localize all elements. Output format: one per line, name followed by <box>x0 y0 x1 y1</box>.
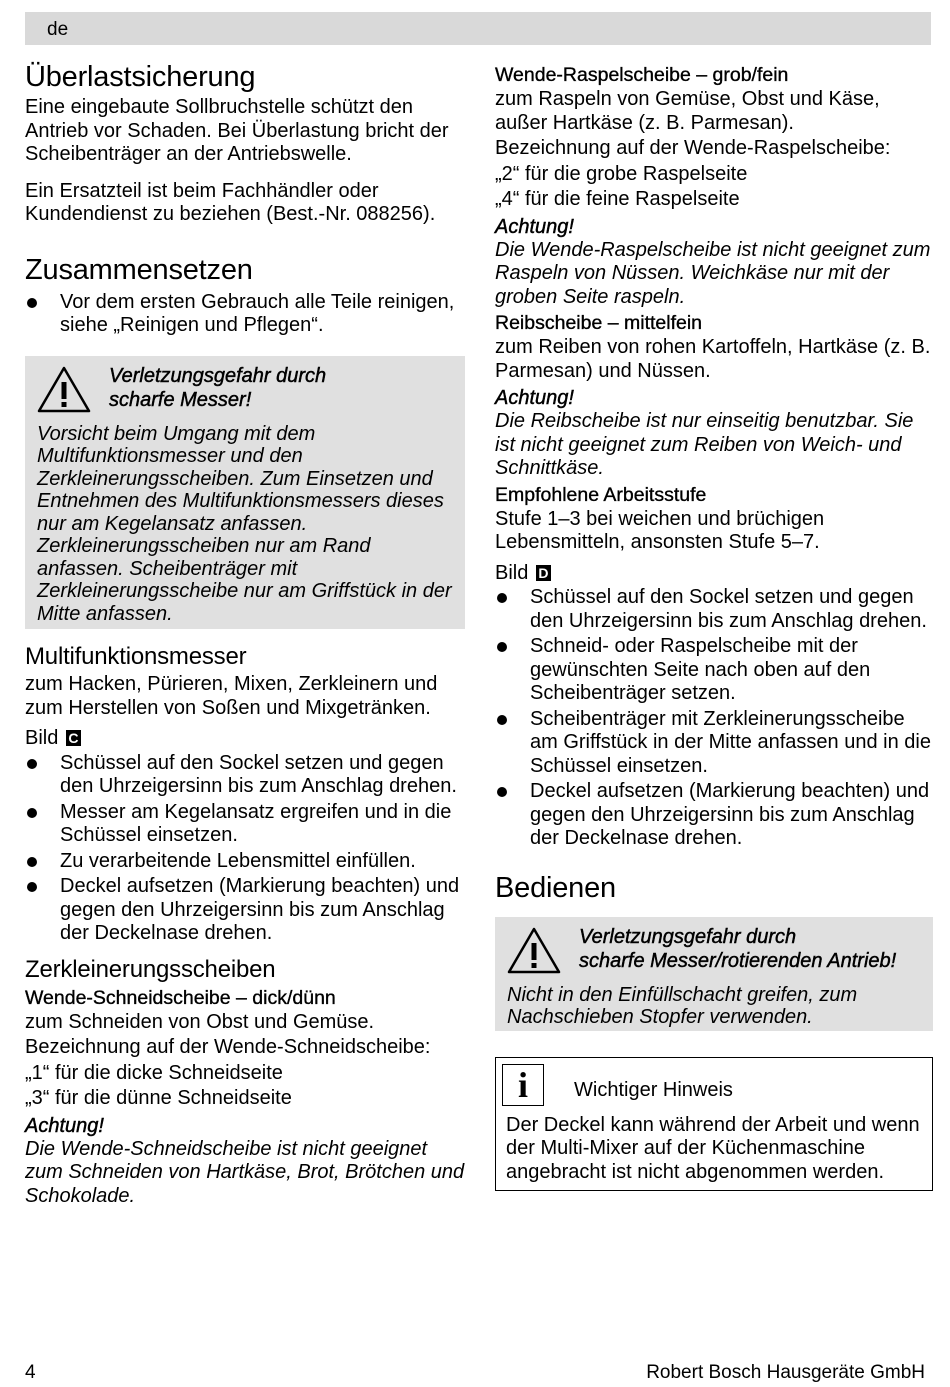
paragraph: Bezeichnung auf der Wende-Raspelscheibe: <box>495 137 891 159</box>
paragraph: Ein Ersatzteil ist beim Fachhändler oder Kundendienst zu beziehen (Best.-Nr. 088256). <box>25 179 436 225</box>
warning-box <box>495 917 933 1031</box>
subheading: Reibscheibe – mittelfein <box>495 312 703 334</box>
bullet-list <box>495 586 933 851</box>
paragraph: zum Reiben von rohen Kartoffeln, Hartkäse (z. B. Parmesan) und Nüssen. <box>495 336 931 382</box>
caution-text: Die Wende-Raspelscheibe ist nicht geeignet zum Raspeln von Nüssen. Weichkäse nur mit der groben Seite raspeln. <box>495 238 931 308</box>
bullet-list <box>25 291 465 338</box>
paragraph: Eine eingebaute Sollbruchstelle schützt den Antrieb vor Schaden. Bei Überlastung bricht der Scheibenträger an der Antriebswelle. <box>25 96 449 165</box>
warning-title: scharfe Messer/rotierenden Antrieb! <box>579 949 897 972</box>
list-item: Zu verarbeitende Lebensmittel einfüllen. <box>25 850 465 874</box>
figure-reference <box>25 727 465 751</box>
warning-text: Nicht in den Einfüllschacht greifen, zum Nachschieben Stopfer verwenden. <box>507 983 858 1028</box>
caution-text: Die Wende-Schneidscheibe ist nicht geeignet zum Schneiden von Hartkäse, Brot, Brötchen und Schokolade. <box>25 1137 465 1207</box>
caution-label: Achtung! <box>495 387 574 409</box>
paragraph: zum Schneiden von Obst und Gemüse. <box>25 1010 375 1033</box>
bullet-list <box>25 752 465 946</box>
heading-ueberlastsicherung: Überlastsicherung <box>25 61 256 93</box>
figure-letter: D <box>536 565 551 581</box>
figure-reference <box>495 562 933 586</box>
heading-zerkleinerungsscheiben: Zerkleinerungsscheiben <box>25 955 276 983</box>
warning-box <box>25 356 465 630</box>
list-item: Messer am Kegelansatz ergreifen und in die Schüssel einsetzen. <box>25 801 465 848</box>
list-item: Deckel aufsetzen (Markierung beachten) und gegen den Uhrzeigersinn bis zum Anschlag der Deckelnase drehen. <box>25 875 465 946</box>
footer-company: Robert Bosch Hausgeräte GmbH <box>646 1362 925 1383</box>
list-item: Scheibenträger mit Zerkleinerungsscheibe am Griffstück in der Mitte anfassen und in die Schüssel einsetzen. <box>495 708 933 779</box>
paragraph: zum Raspeln von Gemüse, Obst und Käse, außer Hartkäse (z. B. Parmesan). <box>495 88 880 134</box>
list-item: Deckel aufsetzen (Markierung beachten) und gegen den Uhrzeigersinn bis zum Anschlag der Deckelnase drehen. <box>495 780 933 851</box>
warning-title: Verletzungsgefahr durch <box>109 364 327 387</box>
subheading: Wende-Schneidscheibe – dick/dünn <box>25 986 336 1009</box>
figure-label: Bild <box>495 561 529 584</box>
figure-label: Bild <box>25 727 59 749</box>
figure-letter: C <box>66 730 81 746</box>
subheading: Wende-Raspelscheibe – grob/fein <box>495 64 789 86</box>
info-note-box <box>495 1057 933 1192</box>
heading-multifunktionsmesser: Multifunktionsmesser <box>25 643 247 670</box>
info-icon: i <box>502 1064 544 1106</box>
paragraph: „1“ für die dicke Schneidseite <box>25 1061 283 1084</box>
warning-title: Verletzungsgefahr durch <box>579 925 797 948</box>
note-title: Wichtiger Hinweis <box>574 1079 733 1101</box>
left-column <box>25 60 465 1208</box>
caution-label: Achtung! <box>495 215 574 238</box>
paragraph: „4“ für die feine Raspelseite <box>495 188 740 210</box>
paragraph: „3“ für die dünne Schneidseite <box>25 1087 292 1109</box>
list-item: Schüssel auf den Sockel setzen und gegen den Uhrzeigersinn bis zum Anschlag drehen. <box>25 752 465 799</box>
warning-triangle-icon <box>507 926 561 974</box>
note-text: Der Deckel kann während der Arbeit und wenn der Multi-Mixer auf der Küchenmaschine angebracht ist nicht abgenommen werden. <box>506 1113 920 1183</box>
right-column <box>495 63 933 1191</box>
language-bar <box>25 12 931 45</box>
subheading: Empfohlene Arbeitsstufe <box>495 483 707 506</box>
caution-text: Die Reibscheibe ist nur einseitig benutzbar. Sie ist nicht geeignet zum Reiben von Weich- und Schnittkäse. <box>495 410 914 479</box>
paragraph: Stufe 1–3 bei weichen und brüchigen Lebensmitteln, ansonsten Stufe 5–7. <box>495 507 825 553</box>
caution-label: Achtung! <box>25 1114 104 1137</box>
paragraph: zum Hacken, Pürieren, Mixen, Zerkleinern und zum Herstellen von Soßen und Mixgetränken. <box>25 673 438 719</box>
warning-title: scharfe Messer! <box>109 388 252 411</box>
heading-bedienen: Bedienen <box>495 871 616 904</box>
list-item: Schüssel auf den Sockel setzen und gegen den Uhrzeigersinn bis zum Anschlag drehen. <box>495 586 933 633</box>
list-item: Vor dem ersten Gebrauch alle Teile reinigen, siehe „Reinigen und Pflegen“. <box>25 291 465 338</box>
page-number: 4 <box>25 1362 36 1383</box>
heading-zusammensetzen: Zusammensetzen <box>25 253 253 286</box>
warning-triangle-icon <box>37 365 91 413</box>
warning-text: Vorsicht beim Umgang mit dem Multifunktionsmesser und den Zerkleinerungsscheiben. Zum Einsetzen und Entnehmen des Multifunktionsmessers dieses nur am Kegelansatz anfassen. Zerkleinerungsscheiben nur am Rand anfassen. Scheibenträger mit Zerkleinerungsscheibe nur am Griffstück in der Mitte anfassen. <box>37 422 452 625</box>
paragraph: Bezeichnung auf der Wende-Schneidscheibe: <box>25 1036 431 1058</box>
paragraph: „2“ für die grobe Raspelseite <box>495 162 748 185</box>
list-item: Schneid- oder Raspelscheibe mit der gewünschten Seite nach oben auf den Scheibenträger setzen. <box>495 635 933 706</box>
language-code: de <box>47 19 69 40</box>
